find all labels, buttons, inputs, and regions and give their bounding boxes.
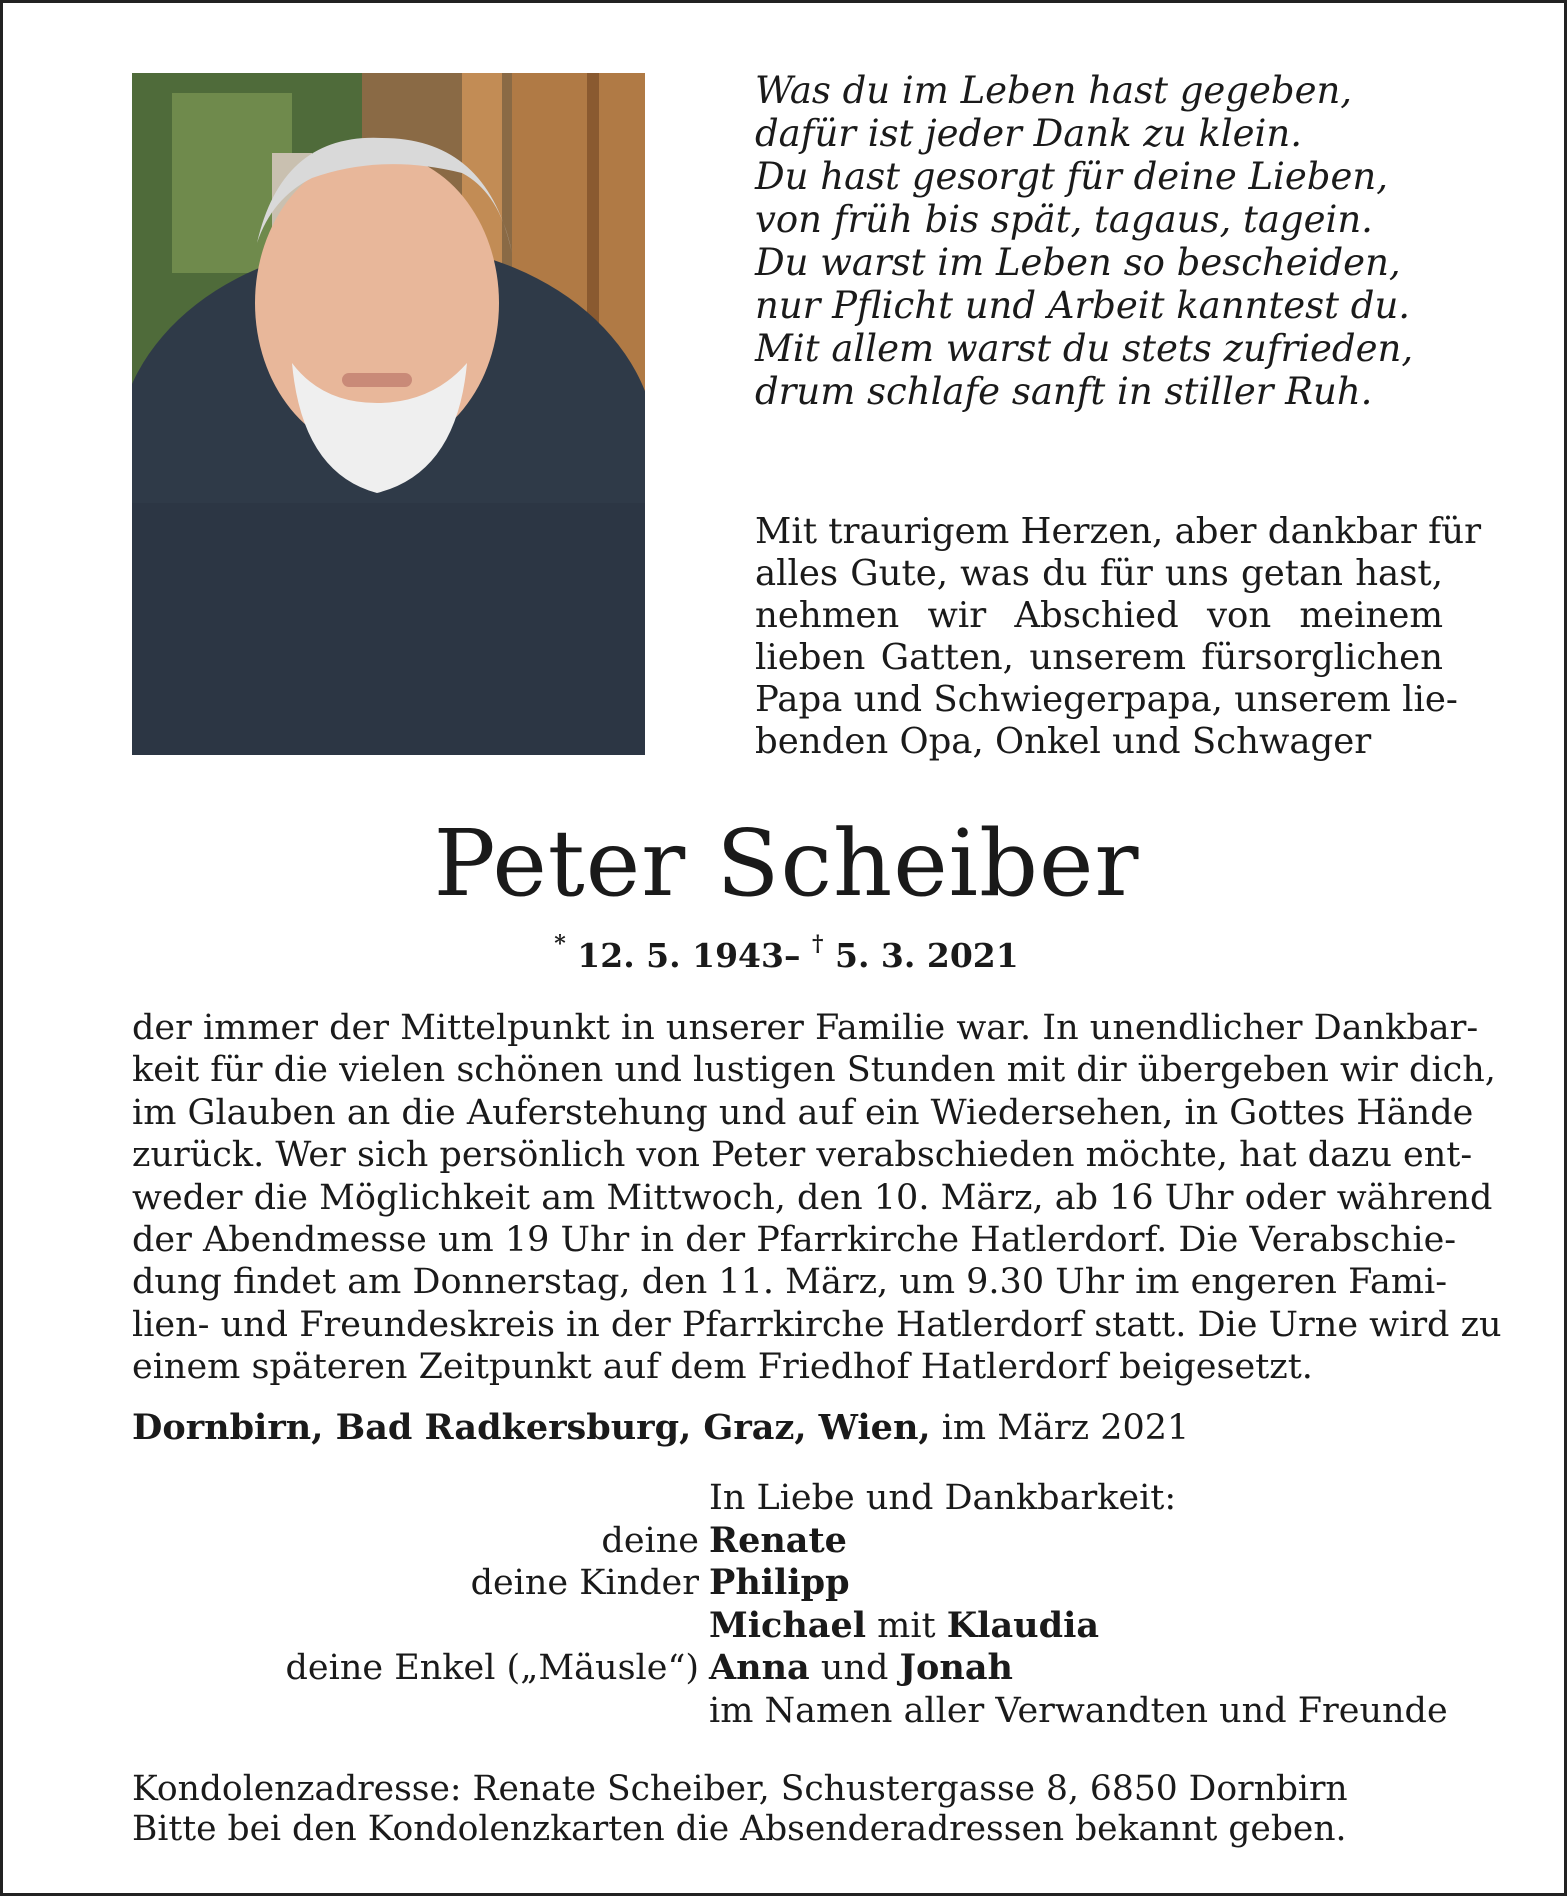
signature-block: [3, 1477, 1567, 1732]
intro-line: Mit traurigem Herzen, aber dankbar für: [755, 511, 1482, 552]
signature-closing: im Namen aller Verwandten und Freunde: [709, 1690, 1448, 1731]
intro-paragraph: [755, 511, 1482, 763]
children-label: deine Kinder: [470, 1563, 699, 1603]
date-separator: –: [783, 936, 801, 975]
main-paragraph: [132, 1007, 1502, 1389]
body-line: keit für die vielen schönen und lustigen Stunden mit dir übergeben wir dich,: [132, 1050, 1496, 1091]
body-line: dung findet am Donnerstag, den 11. März, um 9.30 Uhr im engeren Fami-: [132, 1262, 1448, 1303]
footer: [132, 1769, 1442, 1849]
body-line: lien- und Freundeskreis in der Pfarrkirche Hatlerdorf statt. Die Urne wird zu: [132, 1304, 1502, 1345]
grandchild-name: Anna: [709, 1647, 810, 1688]
portrait-photo: [132, 73, 645, 755]
portrait-image: [132, 73, 645, 755]
body-line: weder die Möglichkeit am Mittwoch, den 10. März, ab 16 Uhr oder während: [132, 1177, 1493, 1218]
child-name: Philipp: [709, 1562, 850, 1603]
conjunction: und: [809, 1648, 900, 1688]
body-line: der Abendmesse um 19 Uhr in der Pfarrkirche Hatlerdorf. Die Verabschie-: [132, 1220, 1457, 1261]
poem-line: nur Pflicht und Arbeit kanntest du.: [755, 284, 1411, 327]
place-date: im März 2021: [930, 1408, 1190, 1448]
poem-line: dafür ist jeder Dank zu klein.: [755, 112, 1302, 155]
conjunction: mit: [866, 1605, 947, 1646]
grandchildren-label: deine Enkel („Mäusle“): [285, 1648, 699, 1688]
wife-label: deine: [601, 1520, 699, 1561]
death-symbol: †: [811, 931, 824, 957]
grandchild-name: Jonah: [899, 1647, 1013, 1688]
birth-date: 12. 5. 1943: [577, 936, 784, 975]
partner-name: Klaudia: [946, 1604, 1100, 1646]
intro-line: alles Gute, was du für uns getan hast,: [755, 553, 1443, 594]
place-and-date: [132, 1406, 1432, 1450]
intro-line: nehmen wir Abschied von meinem: [755, 595, 1443, 636]
poem-line: von früh bis spät, tagaus, tagein.: [755, 198, 1373, 241]
body-line: einem späteren Zeitpunkt auf dem Friedhof Hatlerdorf beigesetzt.: [132, 1347, 1313, 1388]
poem-line: drum schlafe sanft in stiller Ruh.: [755, 370, 1373, 413]
poem-line: Du hast gesorgt für deine Lieben,: [755, 155, 1388, 198]
signature-heading: In Liebe und Dankbarkeit:: [709, 1478, 1177, 1518]
place-cities: Dornbirn, Bad Radkersburg, Graz, Wien,: [132, 1407, 931, 1448]
condolence-note: Bitte bei den Kondolenzkarten die Absenderadressen bekannt geben.: [132, 1809, 1347, 1849]
condolence-address: Kondolenzadresse: Renate Scheiber, Schustergasse 8, 6850 Dornbirn: [132, 1769, 1348, 1809]
poem-line: Du warst im Leben so bescheiden,: [755, 241, 1401, 284]
intro-line: benden Opa, Onkel und Schwager: [755, 721, 1372, 762]
poem-line: Was du im Leben hast gegeben,: [755, 69, 1353, 112]
body-line: im Glauben an die Auferstehung und auf ein Wiedersehen, in Gottes Hände: [132, 1092, 1474, 1133]
child-name: Michael: [709, 1604, 867, 1646]
body-line: der immer der Mittelpunkt in unserer Familie war. In unendlicher Dankbar-: [132, 1008, 1479, 1048]
intro-line: Papa und Schwiegerpapa, unserem lie-: [755, 679, 1458, 720]
body-line: zurück. Wer sich persönlich von Peter verabschieden möchte, hat dazu ent-: [132, 1135, 1473, 1176]
life-dates: [3, 926, 1567, 978]
poem-line: Mit allem warst du stets zufrieden,: [755, 327, 1414, 370]
deceased-name: Peter Scheiber: [433, 810, 1140, 917]
poem: [755, 69, 1515, 413]
wife-name: Renate: [709, 1519, 847, 1561]
birth-symbol: *: [554, 931, 566, 957]
death-date: 5. 3. 2021: [834, 936, 1019, 975]
intro-line: lieben Gatten, unserem fürsorglichen: [755, 637, 1443, 678]
